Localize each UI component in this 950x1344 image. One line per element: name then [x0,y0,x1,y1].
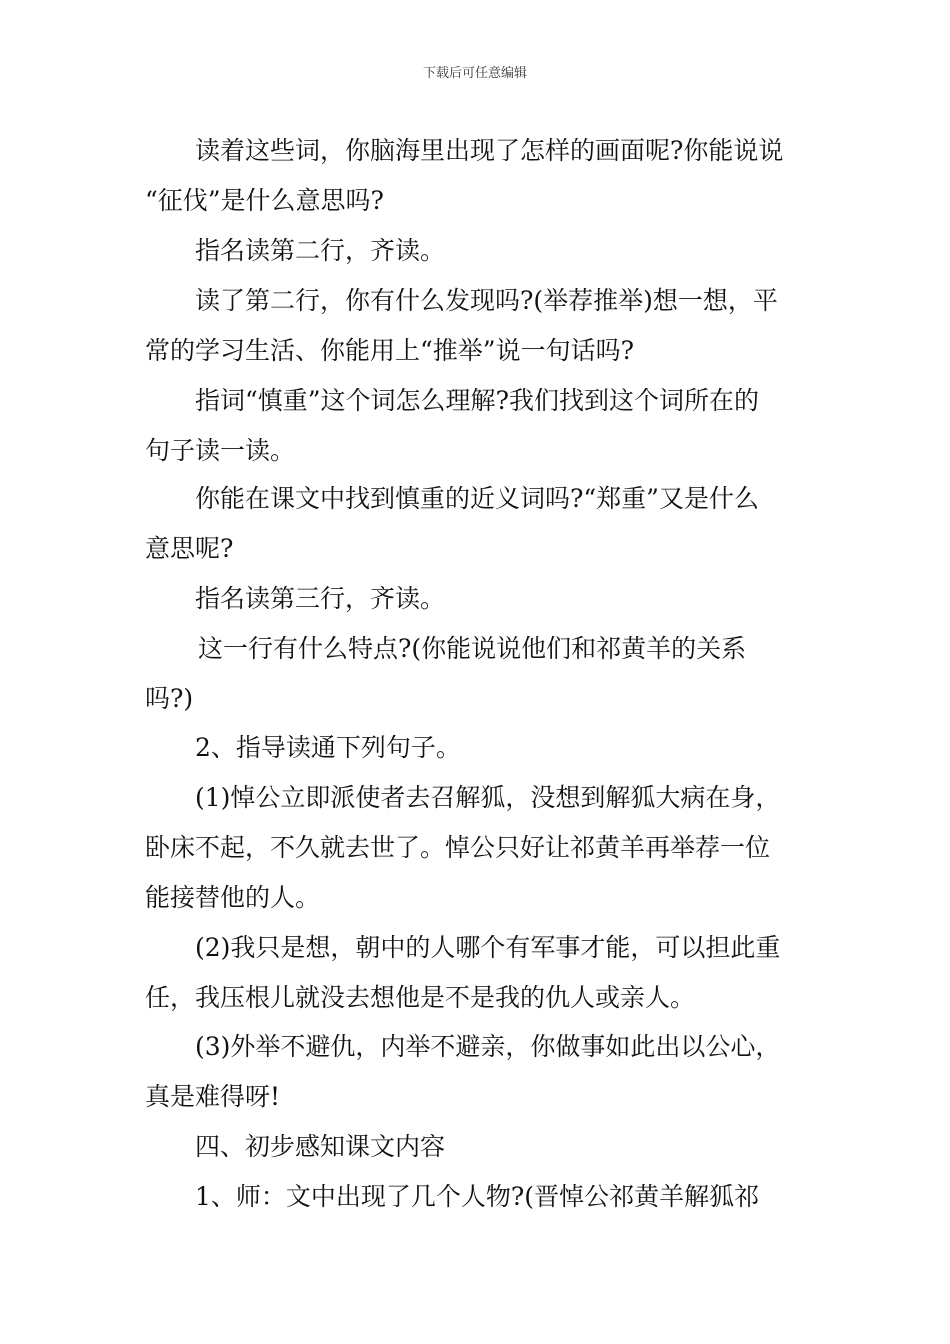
text-line: 意思呢? [145,534,234,563]
text-line: 1、师：文中出现了几个人物?(晋悼公祁黄羊解狐祁 [195,1182,760,1211]
text-line: (3)外举不避仇，内举不避亲，你做事如此出以公心， [195,1032,781,1061]
text-line: (1)悼公立即派使者去召解狐，没想到解狐大病在身， [195,783,781,812]
text-line: 指名读第三行，齐读。 [195,584,446,613]
text-line: 这一行有什么特点?(你能说说他们和祁黄羊的关系 [198,634,747,663]
text-line: 任，我压根儿就没去想他是不是我的仇人或亲人。 [145,983,696,1012]
text-line: “征伐”是什么意思吗? [145,186,384,215]
text-line: 句子读一读。 [145,436,296,465]
page-header: 下载后可任意编辑 [422,66,527,81]
text-line: 吗?) [145,684,194,713]
text-line: 读着这些词，你脑海里出现了怎样的画面呢?你能说说 [195,136,784,165]
text-line: 指词“慎重”这个词怎么理解?我们找到这个词所在的 [195,386,759,415]
text-line: 读了第二行，你有什么发现吗?(举荐推举)想一想，平 [195,286,778,315]
text-line: 指名读第二行，齐读。 [195,236,446,265]
section-heading: 四、初步感知课文内容 [195,1132,446,1161]
text-line: 能接替他的人。 [145,883,321,912]
text-line: (2)我只是想，朝中的人哪个有军事才能，可以担此重 [195,933,781,962]
text-line: 2、指导读通下列句子。 [195,733,461,762]
text-line: 真是难得呀! [145,1082,281,1111]
text-line: 常的学习生活、你能用上“推举”说一句话吗? [145,336,634,365]
text-line: 卧床不起，不久就去世了。悼公只好让祁黄羊再举荐一位 [145,833,771,862]
text-line: 你能在课文中找到慎重的近义词吗?“郑重”又是什么 [195,484,759,513]
